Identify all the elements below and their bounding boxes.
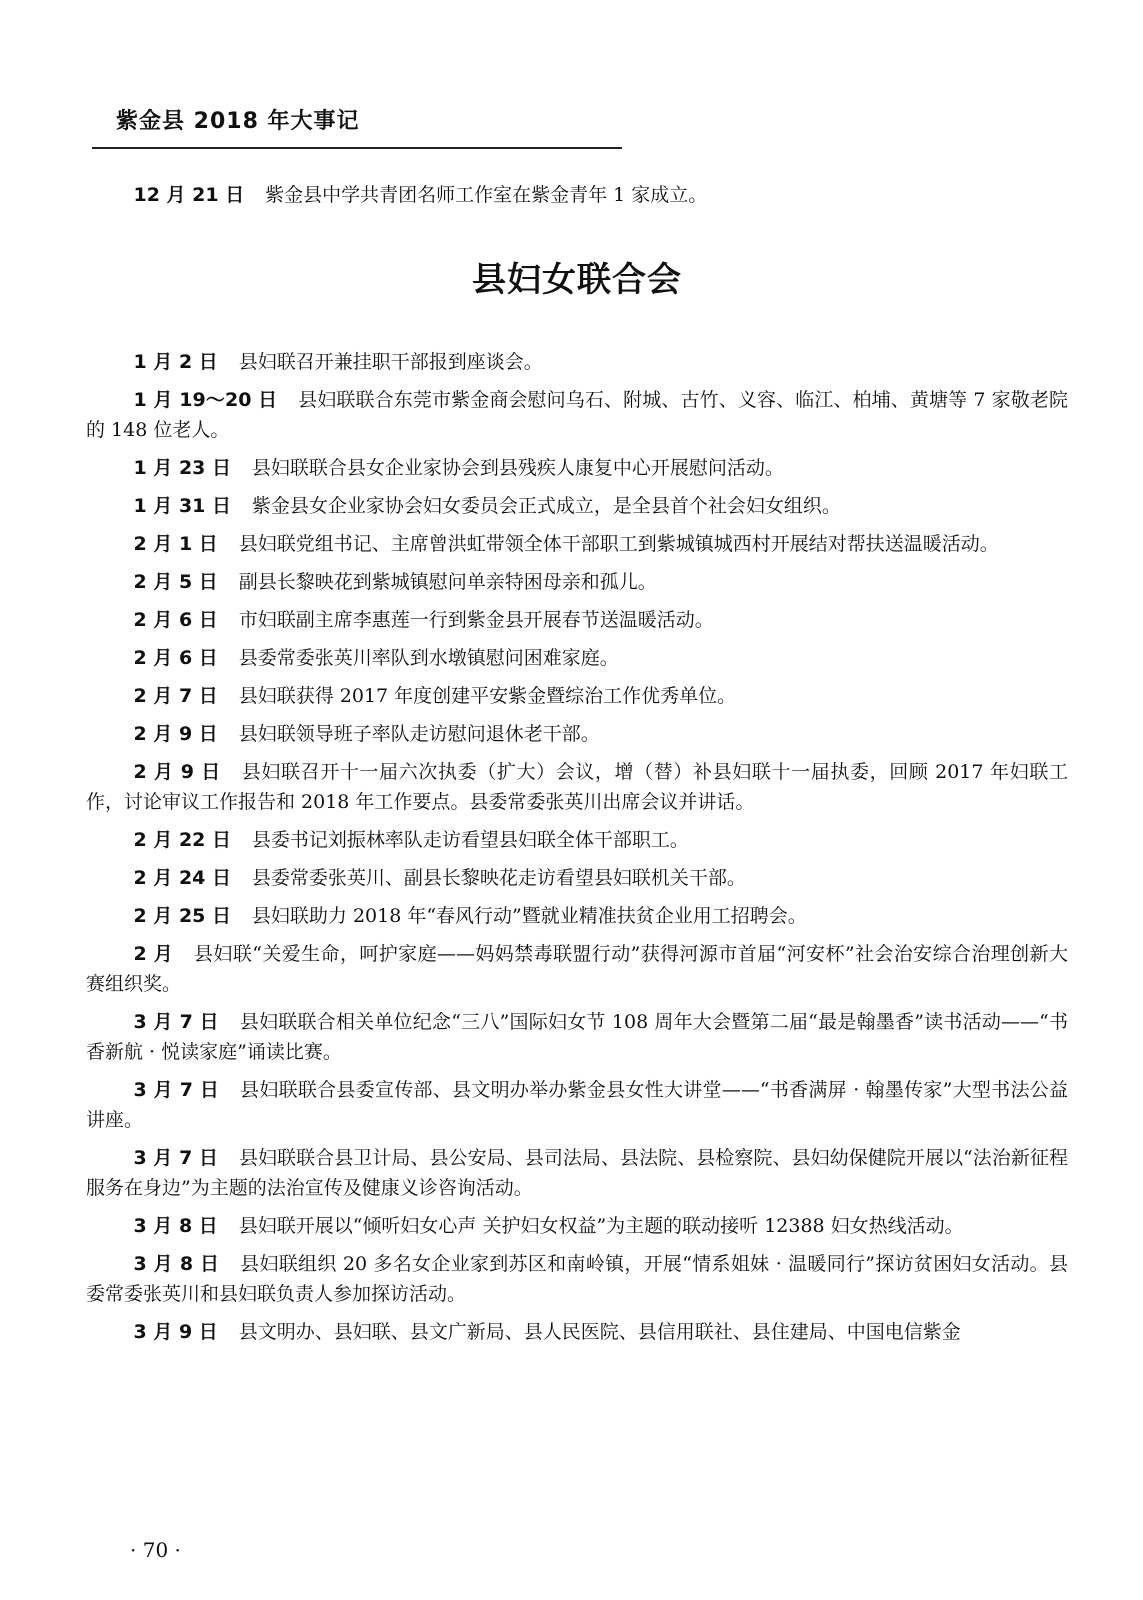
section-entries bbox=[86, 347, 1068, 1347]
event-date: 2 月 bbox=[133, 943, 174, 965]
header-rule bbox=[92, 147, 622, 149]
event-entry bbox=[86, 529, 1068, 559]
event-text: 县妇联召开兼挂职干部报到座谈会。 bbox=[238, 351, 543, 373]
event-date: 2 月 1 日 bbox=[133, 533, 218, 555]
event-date: 1 月 31 日 bbox=[133, 495, 232, 517]
content bbox=[86, 180, 1068, 1355]
event-text: 县妇联联合东莞市紫金商会慰问乌石、附城、古竹、义容、临江、柏埔、黄塘等 7 家敬老院的 148 位老人。 bbox=[86, 389, 1068, 441]
event-text: 县妇联召开十一届六次执委（扩大）会议，增（替）补县妇联十一届执委，回顾 2017 年妇联工作，讨论审议工作报告和 2018 年工作要点。县委常委张英川出席会议并讲话。 bbox=[86, 761, 1068, 813]
section-title: 县妇女联合会 bbox=[472, 260, 682, 300]
event-date: 1 月 23 日 bbox=[133, 457, 232, 479]
event-date: 2 月 9 日 bbox=[133, 723, 218, 745]
event-entry bbox=[86, 567, 1068, 597]
event-entry bbox=[86, 863, 1068, 893]
event-entry bbox=[86, 1075, 1068, 1135]
event-text: 紫金县中学共青团名师工作室在紫金青年 1 家成立。 bbox=[265, 184, 708, 206]
event-text: 县妇联领导班子率队走访慰问退休老干部。 bbox=[238, 723, 600, 745]
event-entry bbox=[86, 1007, 1068, 1067]
event-entry bbox=[86, 1249, 1068, 1309]
event-entry bbox=[86, 453, 1068, 483]
event-date: 2 月 9 日 bbox=[133, 761, 221, 783]
event-text: 副县长黎映花到紫城镇慰问单亲特困母亲和孤儿。 bbox=[238, 571, 657, 593]
event-text: 县妇联联合县卫计局、县公安局、县司法局、县法院、县检察院、县妇幼保健院开展以“法治新征程 服务在身边”为主题的法治宣传及健康义诊咨询活动。 bbox=[86, 1147, 1068, 1199]
event-text: 县妇联获得 2017 年度创建平安紫金暨综治工作优秀单位。 bbox=[238, 685, 737, 707]
event-date: 3 月 9 日 bbox=[133, 1321, 218, 1343]
event-entry bbox=[86, 385, 1068, 445]
event-entry bbox=[86, 825, 1068, 855]
event-date: 2 月 7 日 bbox=[133, 685, 218, 707]
event-entry bbox=[86, 757, 1068, 817]
event-entry bbox=[86, 180, 1068, 210]
event-text: 紫金县女企业家协会妇女委员会正式成立，是全县首个社会妇女组织。 bbox=[251, 495, 841, 517]
event-date: 2 月 5 日 bbox=[133, 571, 218, 593]
event-date: 3 月 8 日 bbox=[133, 1215, 218, 1237]
event-text: 市妇联副主席李惠莲一行到紫金县开展春节送温暖活动。 bbox=[238, 609, 714, 631]
event-text: 县委书记刘振林率队走访看望县妇联全体干部职工。 bbox=[251, 829, 689, 851]
event-entry bbox=[86, 1317, 1068, 1347]
event-text: 县妇联联合县女企业家协会到县残疾人康复中心开展慰问活动。 bbox=[251, 457, 784, 479]
event-date: 2 月 6 日 bbox=[133, 609, 218, 631]
event-text: 县文明办、县妇联、县文广新局、县人民医院、县信用联社、县住建局、中国电信紫金 bbox=[238, 1321, 961, 1343]
running-title: 紫金县 2018 年大事记 bbox=[116, 109, 360, 134]
event-entry bbox=[86, 719, 1068, 749]
event-date: 2 月 24 日 bbox=[133, 867, 232, 889]
event-date: 1 月 2 日 bbox=[133, 351, 218, 373]
event-text: 县妇联联合相关单位纪念“三八”国际妇女节 108 周年大会暨第二届“最是翰墨香”读书活动——“书香新航 · 悦读家庭”诵读比赛。 bbox=[86, 1011, 1068, 1063]
event-text: 县委常委张英川率队到水墩镇慰问困难家庭。 bbox=[238, 647, 619, 669]
event-date: 12 月 21 日 bbox=[133, 184, 245, 206]
event-text: 县妇联党组书记、主席曾洪虹带领全体干部职工到紫城镇城西村开展结对帮扶送温暖活动。 bbox=[238, 533, 999, 555]
event-entry bbox=[86, 643, 1068, 673]
event-date: 2 月 22 日 bbox=[133, 829, 232, 851]
page-number: · 70 · bbox=[130, 1538, 181, 1562]
event-entry bbox=[86, 347, 1068, 377]
event-entry bbox=[86, 605, 1068, 635]
event-date: 2 月 6 日 bbox=[133, 647, 218, 669]
event-entry bbox=[86, 1211, 1068, 1241]
event-text: 县妇联联合县委宣传部、县文明办举办紫金县女性大讲堂——“书香满屏 · 翰墨传家”大型书法公益讲座。 bbox=[86, 1079, 1068, 1131]
event-entry bbox=[86, 901, 1068, 931]
event-date: 2 月 25 日 bbox=[133, 905, 232, 927]
top-entries bbox=[86, 180, 1068, 210]
event-date: 3 月 7 日 bbox=[133, 1147, 219, 1169]
event-date: 3 月 7 日 bbox=[133, 1011, 219, 1033]
event-date: 3 月 7 日 bbox=[133, 1079, 220, 1101]
event-text: 县委常委张英川、副县长黎映花走访看望县妇联机关干部。 bbox=[251, 867, 746, 889]
event-entry bbox=[86, 1143, 1068, 1203]
event-date: 1 月 19～20 日 bbox=[133, 389, 278, 411]
event-entry bbox=[86, 491, 1068, 521]
event-entry bbox=[86, 681, 1068, 711]
event-entry bbox=[86, 939, 1068, 999]
event-text: 县妇联助力 2018 年“春风行动”暨就业精准扶贫企业用工招聘会。 bbox=[251, 905, 807, 927]
event-date: 3 月 8 日 bbox=[133, 1253, 220, 1275]
event-text: 县妇联组织 20 多名女企业家到苏区和南岭镇，开展“情系姐妹 · 温暖同行”探访贫困妇女活动。县委常委张英川和县妇联负责人参加探访活动。 bbox=[86, 1253, 1068, 1305]
event-text: 县妇联“关爱生命，呵护家庭——妈妈禁毒联盟行动”获得河源市首届“河安杯”社会治安综合治理创新大赛组织奖。 bbox=[86, 943, 1068, 995]
event-text: 县妇联开展以“倾听妇女心声 关护妇女权益”为主题的联动接听 12388 妇女热线活动。 bbox=[238, 1215, 964, 1237]
